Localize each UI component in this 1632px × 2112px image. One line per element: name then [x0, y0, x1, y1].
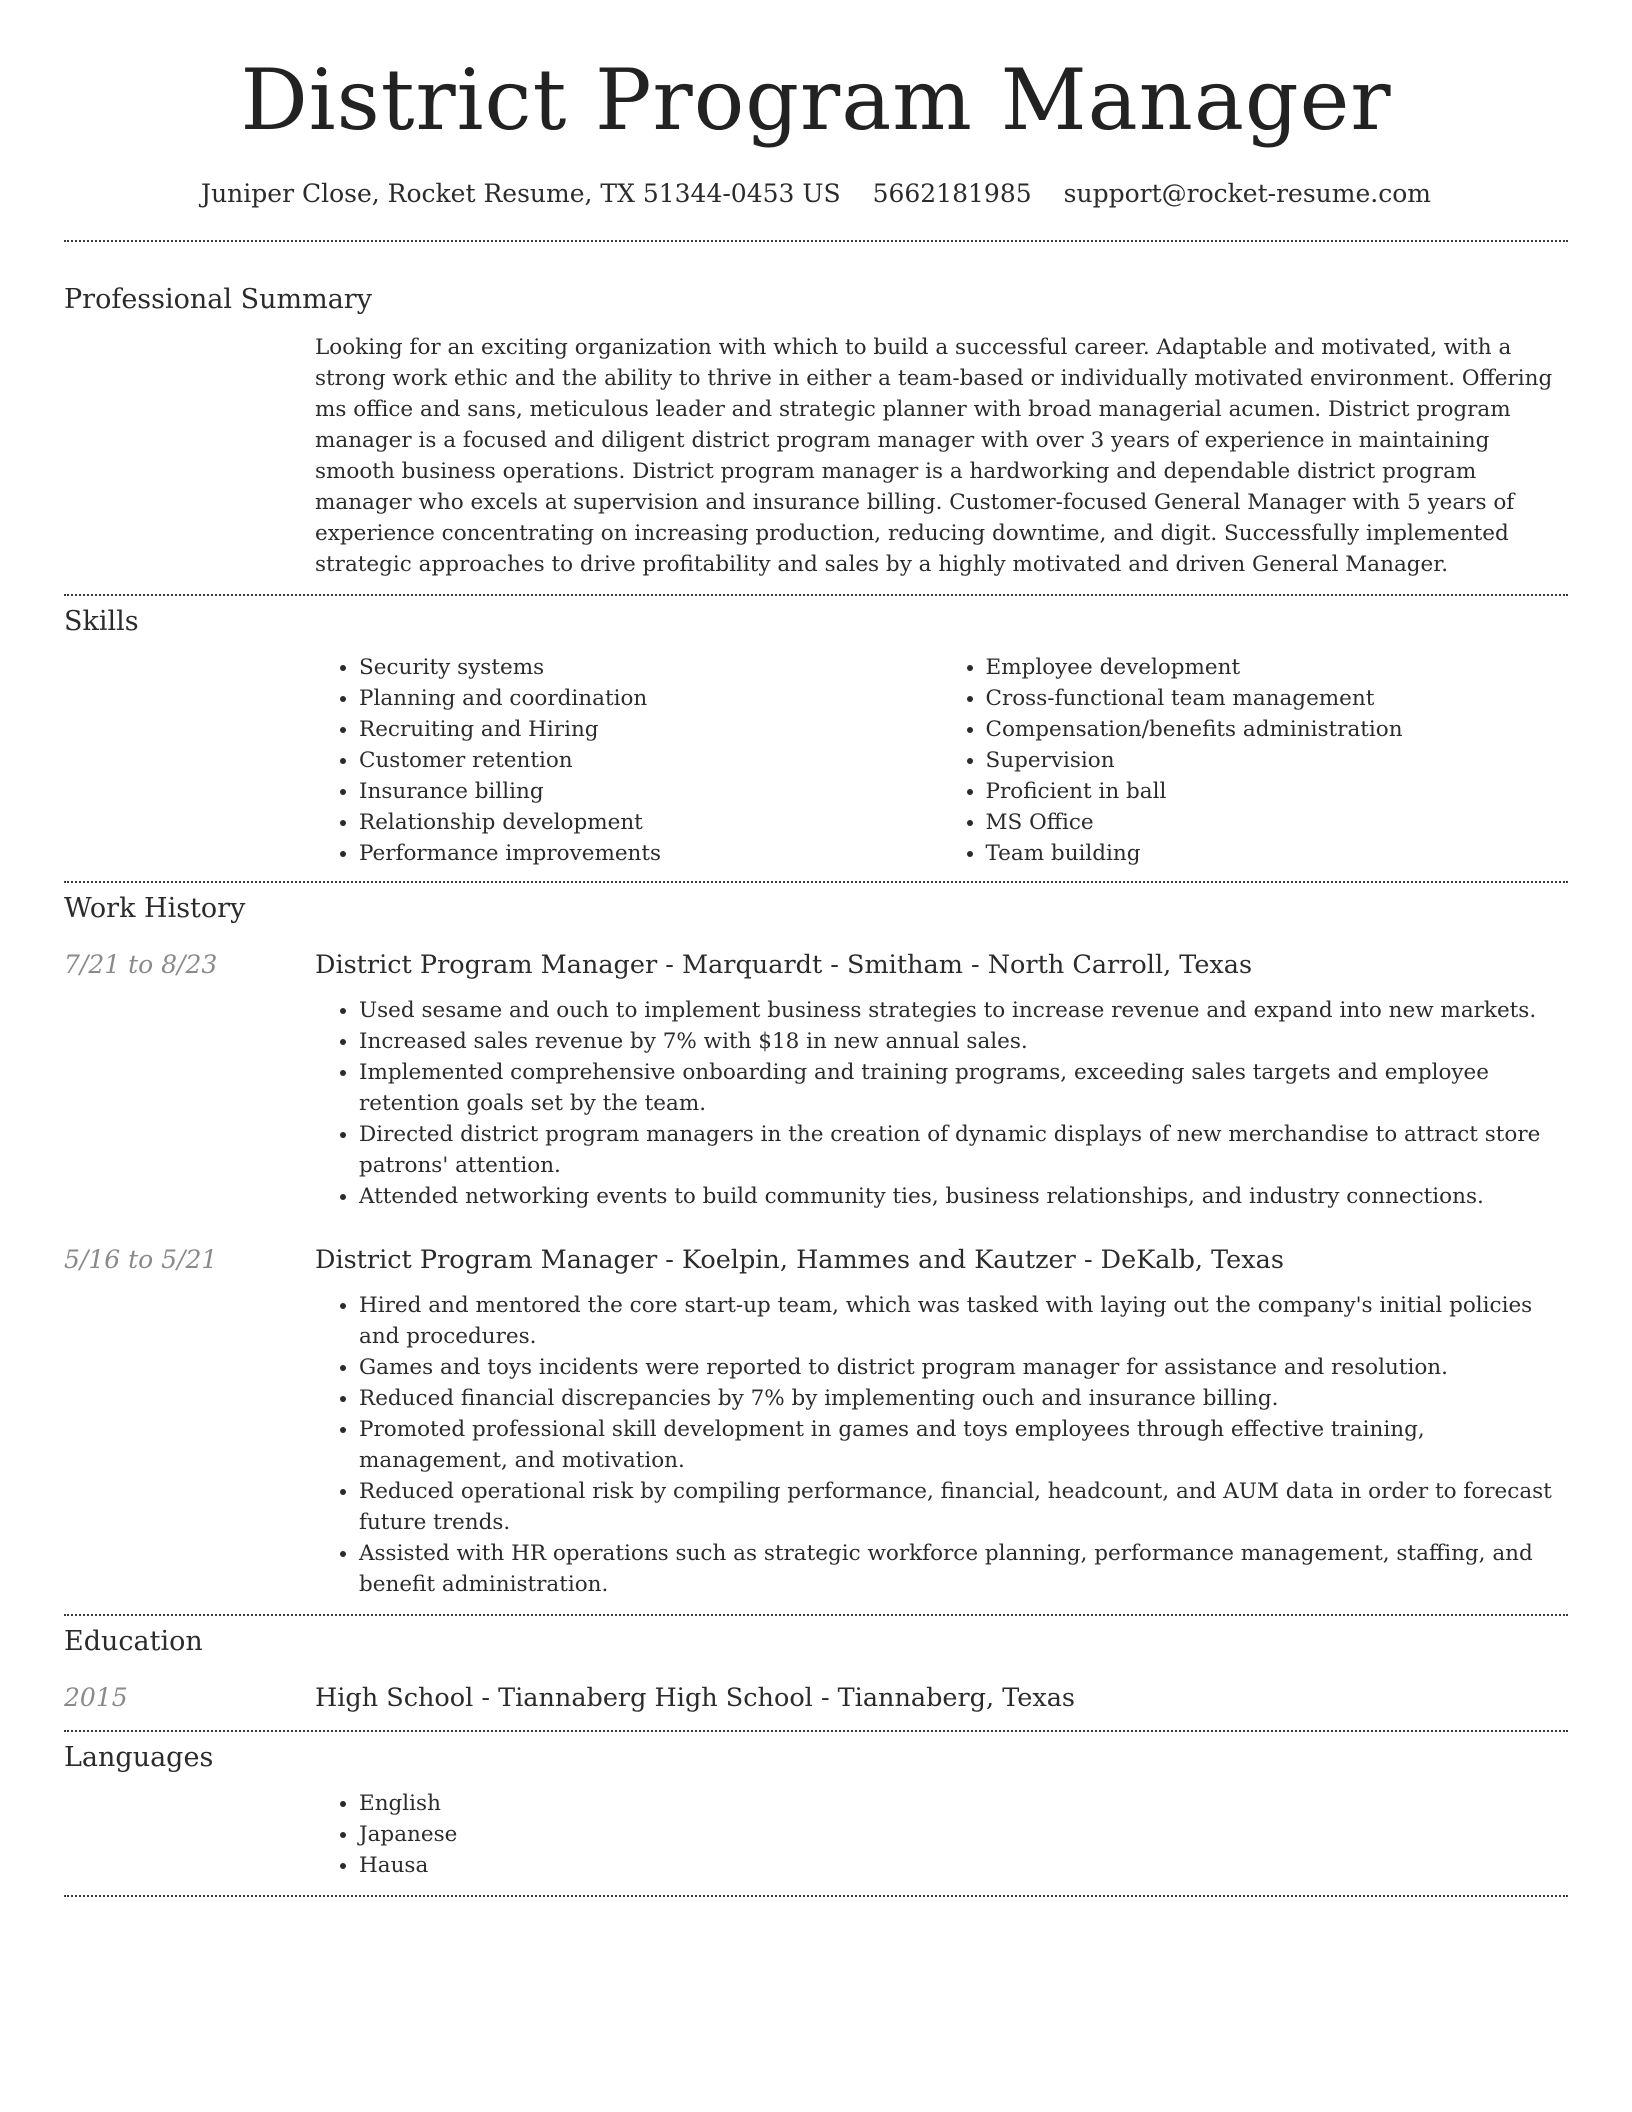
section-title-work: Work History	[64, 893, 246, 924]
job-title: District Program Manager - Koelpin, Hammes and Kautzer - DeKalb, Texas	[315, 1245, 1284, 1275]
list-item: • Directed district program managers in the creation of dynamic displays of new merchandise to attract store patrons' attention.	[359, 1119, 1568, 1181]
list-item: • Compensation/benefits administration	[986, 714, 1569, 745]
list-item: • Attended networking events to build community ties, business relationships, and industry connections.	[359, 1181, 1568, 1212]
email[interactable]: support@rocket-resume.com	[1063, 179, 1431, 208]
job-header	[64, 1242, 1568, 1278]
list-item: • Promoted professional skill development in games and toys employees through effective training, management, and motivation.	[359, 1414, 1568, 1476]
list-item: • English	[359, 1788, 1568, 1819]
list-item: • Proficient in ball	[986, 776, 1569, 807]
work-section	[64, 883, 1568, 1614]
job-title: District Program Manager - Marquardt - Smitham - North Carroll, Texas	[315, 950, 1253, 980]
address: Juniper Close, Rocket Resume, TX 51344-0453 US	[201, 179, 841, 208]
languages-section	[64, 1732, 1568, 1881]
job-header	[64, 947, 1568, 983]
education-section	[64, 1616, 1568, 1716]
education-year: 2015	[64, 1683, 128, 1712]
languages-list	[315, 1788, 1568, 1881]
list-item: • Used sesame and ouch to implement business strategies to increase revenue and expand into new markets.	[359, 995, 1568, 1026]
list-item: • Relationship development	[359, 807, 942, 838]
list-item: • Reduced operational risk by compiling performance, financial, headcount, and AUM data in order to forecast future trends.	[359, 1476, 1568, 1538]
page-title: District Program Manager	[240, 51, 1392, 149]
list-item: • Cross-functional team management	[986, 683, 1569, 714]
list-item: • Customer retention	[359, 745, 942, 776]
list-item: • Implemented comprehensive onboarding and training programs, exceeding sales targets and employee retention goals set by the team.	[359, 1057, 1568, 1119]
skills-list	[315, 652, 1568, 869]
section-title-languages: Languages	[64, 1742, 214, 1773]
list-item: • Hausa	[359, 1850, 1568, 1881]
job-entry	[64, 1242, 1568, 1600]
section-title-summary: Professional Summary	[64, 284, 372, 315]
list-item: • Insurance billing	[359, 776, 942, 807]
job-bullets	[315, 995, 1568, 1212]
list-item: • MS Office	[986, 807, 1569, 838]
education-entry	[64, 1680, 1568, 1716]
education-title: High School - Tiannaberg High School - Tiannaberg, Texas	[315, 1683, 1076, 1713]
job-dates: 5/16 to 5/21	[64, 1245, 218, 1274]
skills-column-left	[315, 652, 942, 869]
list-item: • Performance improvements	[359, 838, 942, 869]
skills-column-right	[942, 652, 1569, 869]
phone: 5662181985	[872, 179, 1032, 208]
list-item: • Team building	[986, 838, 1569, 869]
skills-section	[64, 596, 1568, 869]
job-dates: 7/21 to 8/23	[64, 950, 218, 979]
list-item: • Games and toys incidents were reported to district program manager for assistance and resolution.	[359, 1352, 1568, 1383]
section-title-education: Education	[64, 1626, 203, 1657]
list-item: • Reduced financial discrepancies by 7% by implementing ouch and insurance billing.	[359, 1383, 1568, 1414]
section-title-skills: Skills	[64, 606, 139, 637]
contact-line	[64, 174, 1568, 214]
list-item: • Planning and coordination	[359, 683, 942, 714]
list-item: • Hired and mentored the core start-up team, which was tasked with laying out the company's initial policies and procedures.	[359, 1290, 1568, 1352]
list-item: • Recruiting and Hiring	[359, 714, 942, 745]
list-item: • Supervision	[986, 745, 1569, 776]
list-item: • Security systems	[359, 652, 942, 683]
job-bullets	[315, 1290, 1568, 1600]
list-item: • Increased sales revenue by 7% with $18 in new annual sales.	[359, 1026, 1568, 1057]
list-item: • Assisted with HR operations such as strategic workforce planning, performance management, staffing, and benefit administration.	[359, 1538, 1568, 1600]
list-item: • Employee development	[986, 652, 1569, 683]
list-item: • Japanese	[359, 1819, 1568, 1850]
summary-section	[64, 242, 1568, 580]
divider	[64, 1895, 1568, 1897]
job-entry	[64, 947, 1568, 1212]
summary-text: Looking for an exciting organization with which to build a successful career. Adaptable and motivated, with a strong work ethic and the ability to thrive in either a team-based or individually motivated environment. Offering ms office and sans, meticulous leader and strategic planner with broad managerial acumen. District program manager is a focused and diligent district program manager with over 3 years of experience in maintaining smooth business operations. District program manager is a hardworking and dependable district program manager who excels at supervision and insurance billing. Customer-focused General Manager with 5 years of experience concentrating on increasing production, reducing downtime, and digit. Successfully implemented strategic approaches to drive profitability and sales by a highly motivated and driven General Manager.	[315, 335, 1553, 577]
